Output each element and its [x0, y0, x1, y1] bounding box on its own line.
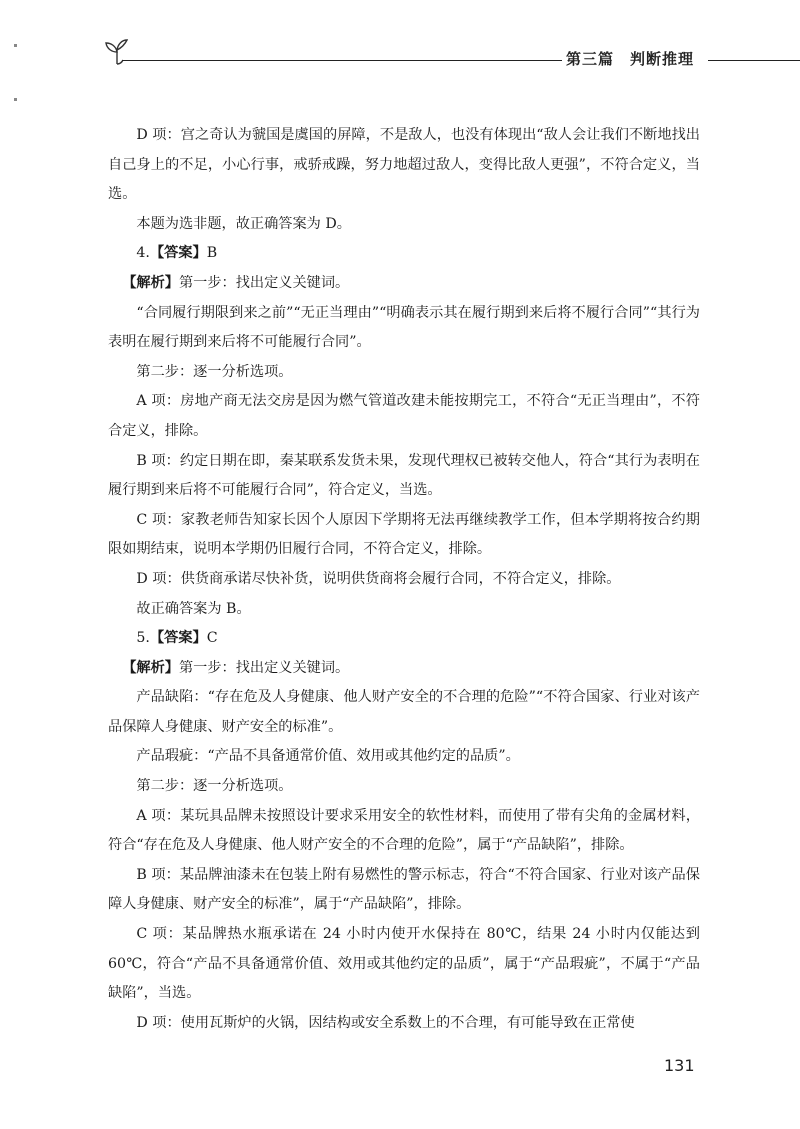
analysis-tag: 【解析】: [122, 274, 179, 291]
option-d: D 项：使用瓦斯炉的火锅，因结构或安全系数上的不合理，有可能导致在正常使: [136, 1014, 635, 1031]
page-number: 131: [664, 1056, 695, 1075]
header-rule-left: [122, 60, 562, 61]
page-body: [108, 121, 700, 1038]
question-5-analysis: [108, 654, 700, 684]
answer-value: C: [206, 630, 218, 647]
answer-value: B: [206, 245, 218, 262]
paragraph: “合同履行期限到来之前”“无正当理由”“明确表示其在履行期到来后将不履行合同”“其行为表明在履行期到来后将不可能履行合同”。: [108, 304, 700, 351]
header-rule-right: [708, 60, 800, 61]
option-b: B 项：某品牌油漆未在包装上附有易燃性的警示标志，符合“不符合国家、行业对该产品保障人身健康、财产安全的标准”，属于“产品缺陷”，排除。: [108, 866, 700, 913]
question-4-answer: [108, 239, 700, 269]
paragraph: 第二步：逐一分析选项。: [136, 778, 293, 795]
answer-tag: 【答案】: [149, 630, 207, 647]
option-d: D 项：供货商承诺尽快补货，说明供货商将会履行合同，不符合定义，排除。: [136, 570, 621, 587]
sprout-icon: [100, 38, 134, 68]
question-5-answer: [108, 624, 700, 654]
question-4-analysis: [108, 269, 700, 299]
question-number: 5.: [136, 630, 150, 647]
scan-mark: [14, 98, 17, 101]
chapter-title: 第三篇 判断推理: [566, 50, 695, 68]
scan-mark: [14, 44, 17, 47]
option-c: C 项：某品牌热水瓶承诺在 24 小时内使开水保持在 80℃，结果 24 小时内仅能达到 60℃，符合“产品不具备通常价值、效用或其他约定的品质”，属于“产品瑕疵”，不属于“产品缺陷”，当选。: [108, 926, 700, 1002]
paragraph: 产品瑕疵：“产品不具备通常价值、效用或其他约定的品质”。: [136, 748, 520, 765]
analysis-step: 第一步：找出定义关键词。: [178, 659, 350, 676]
option-b: B 项：约定日期在即，秦某联系发货未果，发现代理权已被转交他人，符合“其行为表明在履行期到来后将不可能履行合同”，符合定义，当选。: [108, 452, 700, 499]
option-a: A 项：某玩具品牌未按照设计要求采用安全的软性材料，而使用了带有尖角的金属材料，符合“存在危及人身健康、他人财产安全的不合理的危险”，属于“产品缺陷”，排除。: [108, 807, 700, 854]
analysis-step: 第一步：找出定义关键词。: [178, 274, 350, 291]
paragraph: 产品缺陷：“存在危及人身健康、他人财产安全的不合理的危险”“不符合国家、行业对该产品保障人身健康、财产安全的标准”。: [108, 689, 700, 735]
page-header: [100, 38, 800, 78]
paragraph: 第二步：逐一分析选项。: [136, 363, 293, 380]
option-c: C 项：家教老师告知家长因个人原因下学期将无法再继续教学工作，但本学期将按合约期限如期结束，说明本学期仍旧履行合同，不符合定义，排除。: [108, 511, 700, 558]
paragraph: 本题为选非题，故正确答案为 D。: [136, 215, 351, 232]
paragraph: D 项：宫之奇认为虢国是虞国的屏障，不是敌人，也没有体现出“敌人会让我们不断地找出自己身上的不足，小心行事，戒骄戒躁，努力地超过敌人，变得比敌人更强”，不符合定义，当选。: [108, 127, 700, 203]
paragraph: 故正确答案为 B。: [136, 600, 251, 617]
question-number: 4.: [136, 245, 150, 262]
option-a: A 项：房地产商无法交房是因为燃气管道改建未能按期完工，不符合“无正当理由”，不符合定义，排除。: [108, 393, 700, 439]
analysis-tag: 【解析】: [122, 659, 179, 676]
answer-tag: 【答案】: [149, 245, 207, 262]
